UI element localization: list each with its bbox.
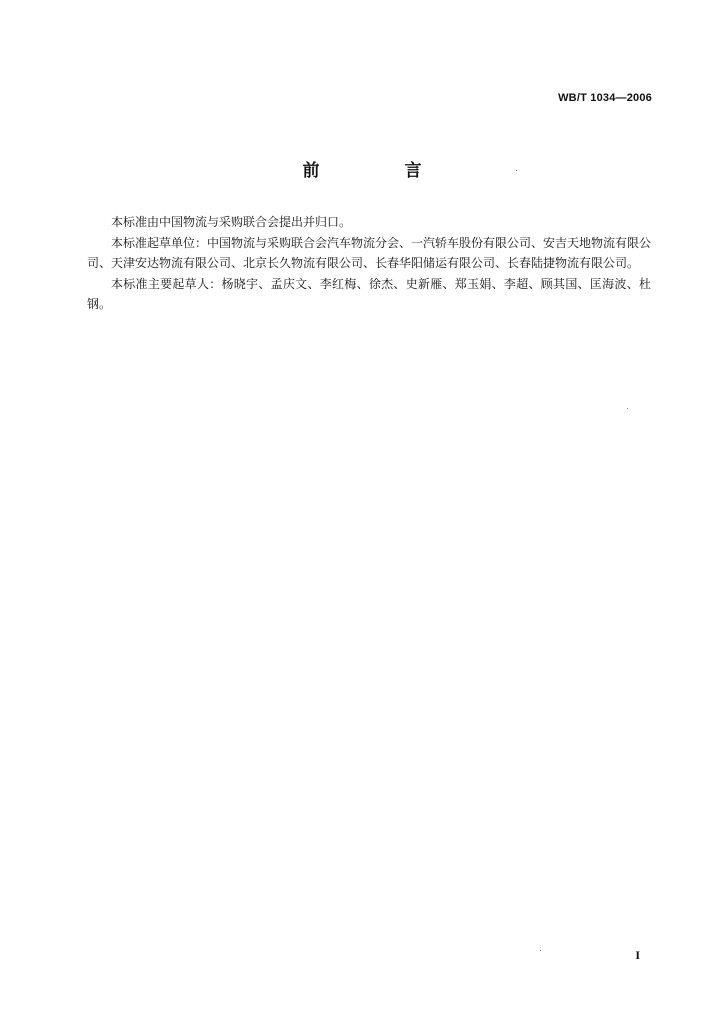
foreword-body bbox=[87, 212, 651, 315]
paragraph-proposer: 本标准由中国物流与采购联合会提出并归口。 bbox=[111, 215, 352, 229]
scan-speck bbox=[540, 950, 541, 951]
standard-code: WB/T 1034—2006 bbox=[558, 92, 652, 104]
paragraph-drafting-units: 本标准起草单位：中国物流与采购联合会汽车物流分会、一汽轿车股份有限公司、安吉天地物流有限公司、天津安达物流有限公司、北京长久物流有限公司、长春华阳储运有限公司、长春陆捷物流有限公司。 bbox=[87, 235, 652, 270]
page-title: 前 言 bbox=[302, 161, 456, 181]
scan-speck bbox=[627, 408, 628, 409]
paragraph-drafters: 本标准主要起草人：杨晓宇、孟庆文、李红梅、徐杰、史新雁、郑玉娟、李超、顾其国、匡海波、杜钢。 bbox=[87, 276, 651, 311]
scan-speck bbox=[516, 170, 517, 171]
page-number: I bbox=[635, 948, 640, 962]
